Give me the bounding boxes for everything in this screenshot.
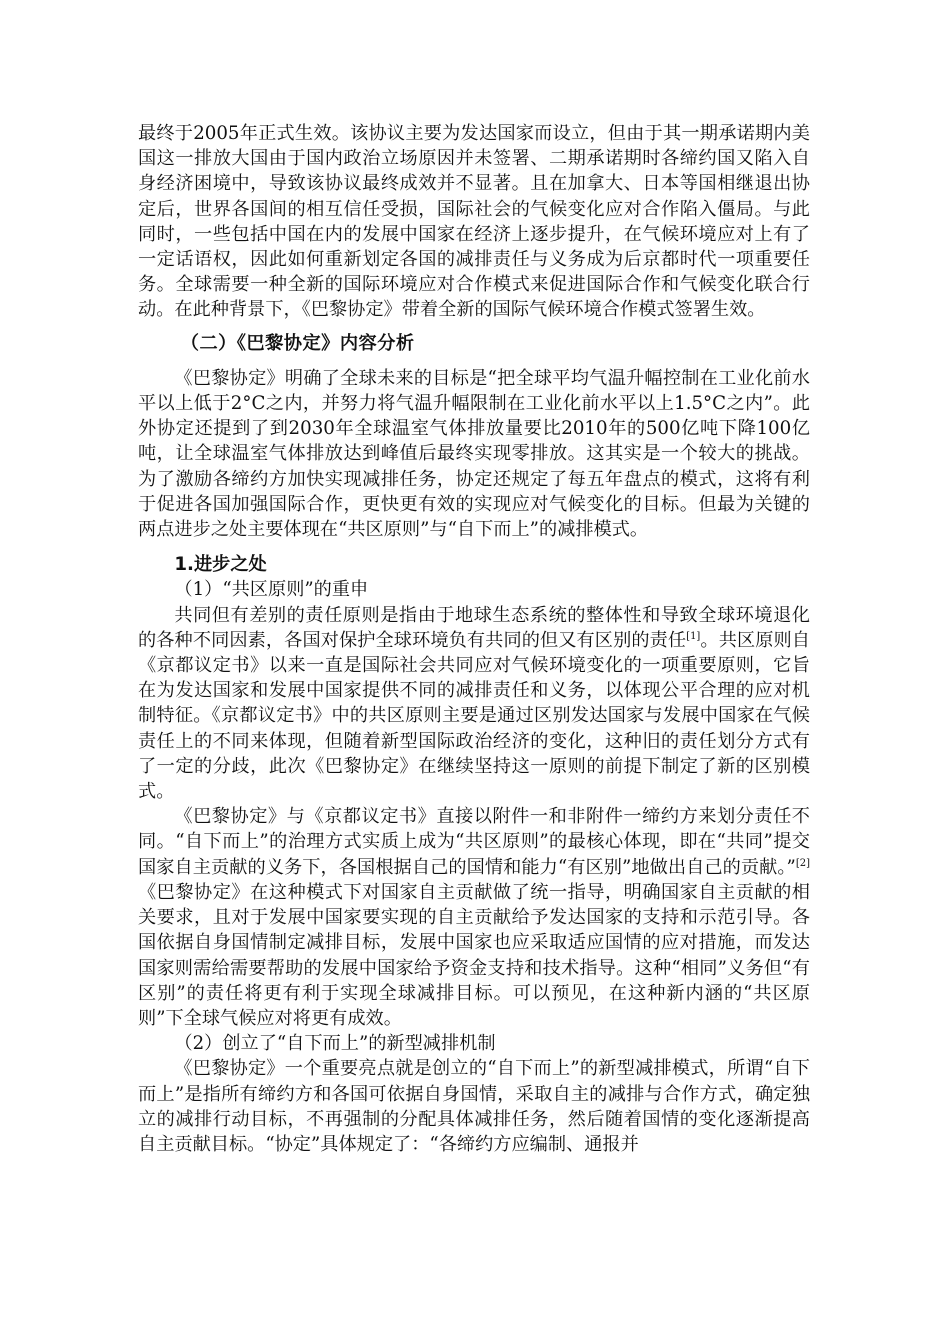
document-body <box>138 121 810 1157</box>
paragraph-common-principle-paris <box>138 804 810 1031</box>
item-heading-bottom-up: （2）创立了“自下而上”的新型减排机制 <box>174 1033 496 1055</box>
citation-ref-1: [1] <box>686 630 701 642</box>
paragraph-kyoto-background: 最终于2005年正式生效。该协议主要为发达国家而设立，但由于其一期承诺期内美国这一排放大国由于国内政治立场原因并未签署、二期承诺期时各缔约国又陷入自身经济困境中，导致该协议最终成效并不显著。且在加拿大、日本等国相继退出协定后，世界各国间的相互信任受损，国际社会的气候变化应对合作陷入僵局。与此同时，一些包括中国在内的发展中国家在经济上逐步提升，在气候环境应对上有了一定话语权，因此如何重新划定各国的减排责任与义务成为后京都时代一项重要任务。全球需要一种全新的国际环境应对合作模式来促进国际合作和气候变化联合行动。在此种背景下，《巴黎协定》带着全新的国际气候环境合作模式签署生效。 <box>138 123 810 321</box>
item-heading-common-principle: （1）“共区原则”的重申 <box>174 579 369 601</box>
citation-ref-2: [2] <box>795 857 810 869</box>
paragraph-common-principle-definition <box>138 603 810 805</box>
text-segment: 共同但有差别的责任原则是指由于地球生态系统的整体性和导致全球环境退化的各种不同因素，各国对保护全球环境负有共同的但又有区别的责任 <box>138 604 810 651</box>
text-segment: 《巴黎协定》与《京都议定书》直接以附件一和非附件一缔约方来划分责任不同。“自下而上”的治理方式实质上成为“共区原则”的最核心体现，即在“共同”提交国家自主贡献的义务下，各国根据自己的国情和能力“有区别”地做出自己的贡献。” <box>138 806 810 878</box>
section-heading: （二）《巴黎协定》内容分析 <box>180 332 415 354</box>
paragraph-paris-content: 《巴黎协定》明确了全球未来的目标是“把全球平均气温升幅控制在工业化前水平以上低于2°C之内，并努力将气温升幅限制在工业化前水平以上1.5°C之内”。此外协定还提到了到2030年全球温室气体排放量要比2010年的500亿吨下降100亿吨，让全球温室气体排放达到峰值后最终实现零排放。这其实是一个较大的挑战。为了激励各缔约方加快实现减排任务，协定还规定了每五年盘点的模式，这将有利于促进各国加强国际合作，更快更有效的实现应对气候变化的目标。但最为关键的两点进步之处主要体现在“共区原则”与“自下而上”的减排模式。 <box>138 367 810 541</box>
text-segment: 。共区原则自《京都议定书》以来一直是国际社会共同应对气候环境变化的一项重要原则，它旨在为发达国家和发展中国家提供不同的减排责任和义务，以体现公平合理的应对机制特征。《京都议定书》中的共区原则主要是通过区别发达国家与发展中国家在气候责任上的不同来体现，但随着新型国际政治经济的变化，这种旧的责任划分方式有了一定的分歧，此次《巴黎协定》在继续坚持这一原则的前提下制定了新的区别模式。 <box>138 629 810 803</box>
subheading-progress: 1.进步之处 <box>174 554 267 576</box>
paragraph-bottom-up-mechanism: 《巴黎协定》一个重要亮点就是创立的“自下而上”的新型减排模式，所谓“自下而上”是指所有缔约方和各国可依据自身国情，采取自主的减排与合作方式，确定独立的减排行动目标，不再强制的分配具体减排任务，然后随着国情的变化逐渐提高自主贡献目标。“协定”具体规定了：“各缔约方应编制、通报并 <box>138 1058 810 1155</box>
text-segment: 《巴黎协定》在这种模式下对国家自主贡献做了统一指导，明确国家自主贡献的相关要求，且对于发展中国家要实现的自主贡献给予发达国家的支持和示范引导。各国依据自身国情制定减排目标，发展中国家也应采取适应国情的应对措施，而发达国家则需给需要帮助的发展中国家给予资金支持和技术指导。这种“相同”义务但“有区别”的责任将更有利于实现全球减排目标。可以预见，在这种新内涵的“共区原则”下全球气候应对将更有成效。 <box>138 881 810 1029</box>
